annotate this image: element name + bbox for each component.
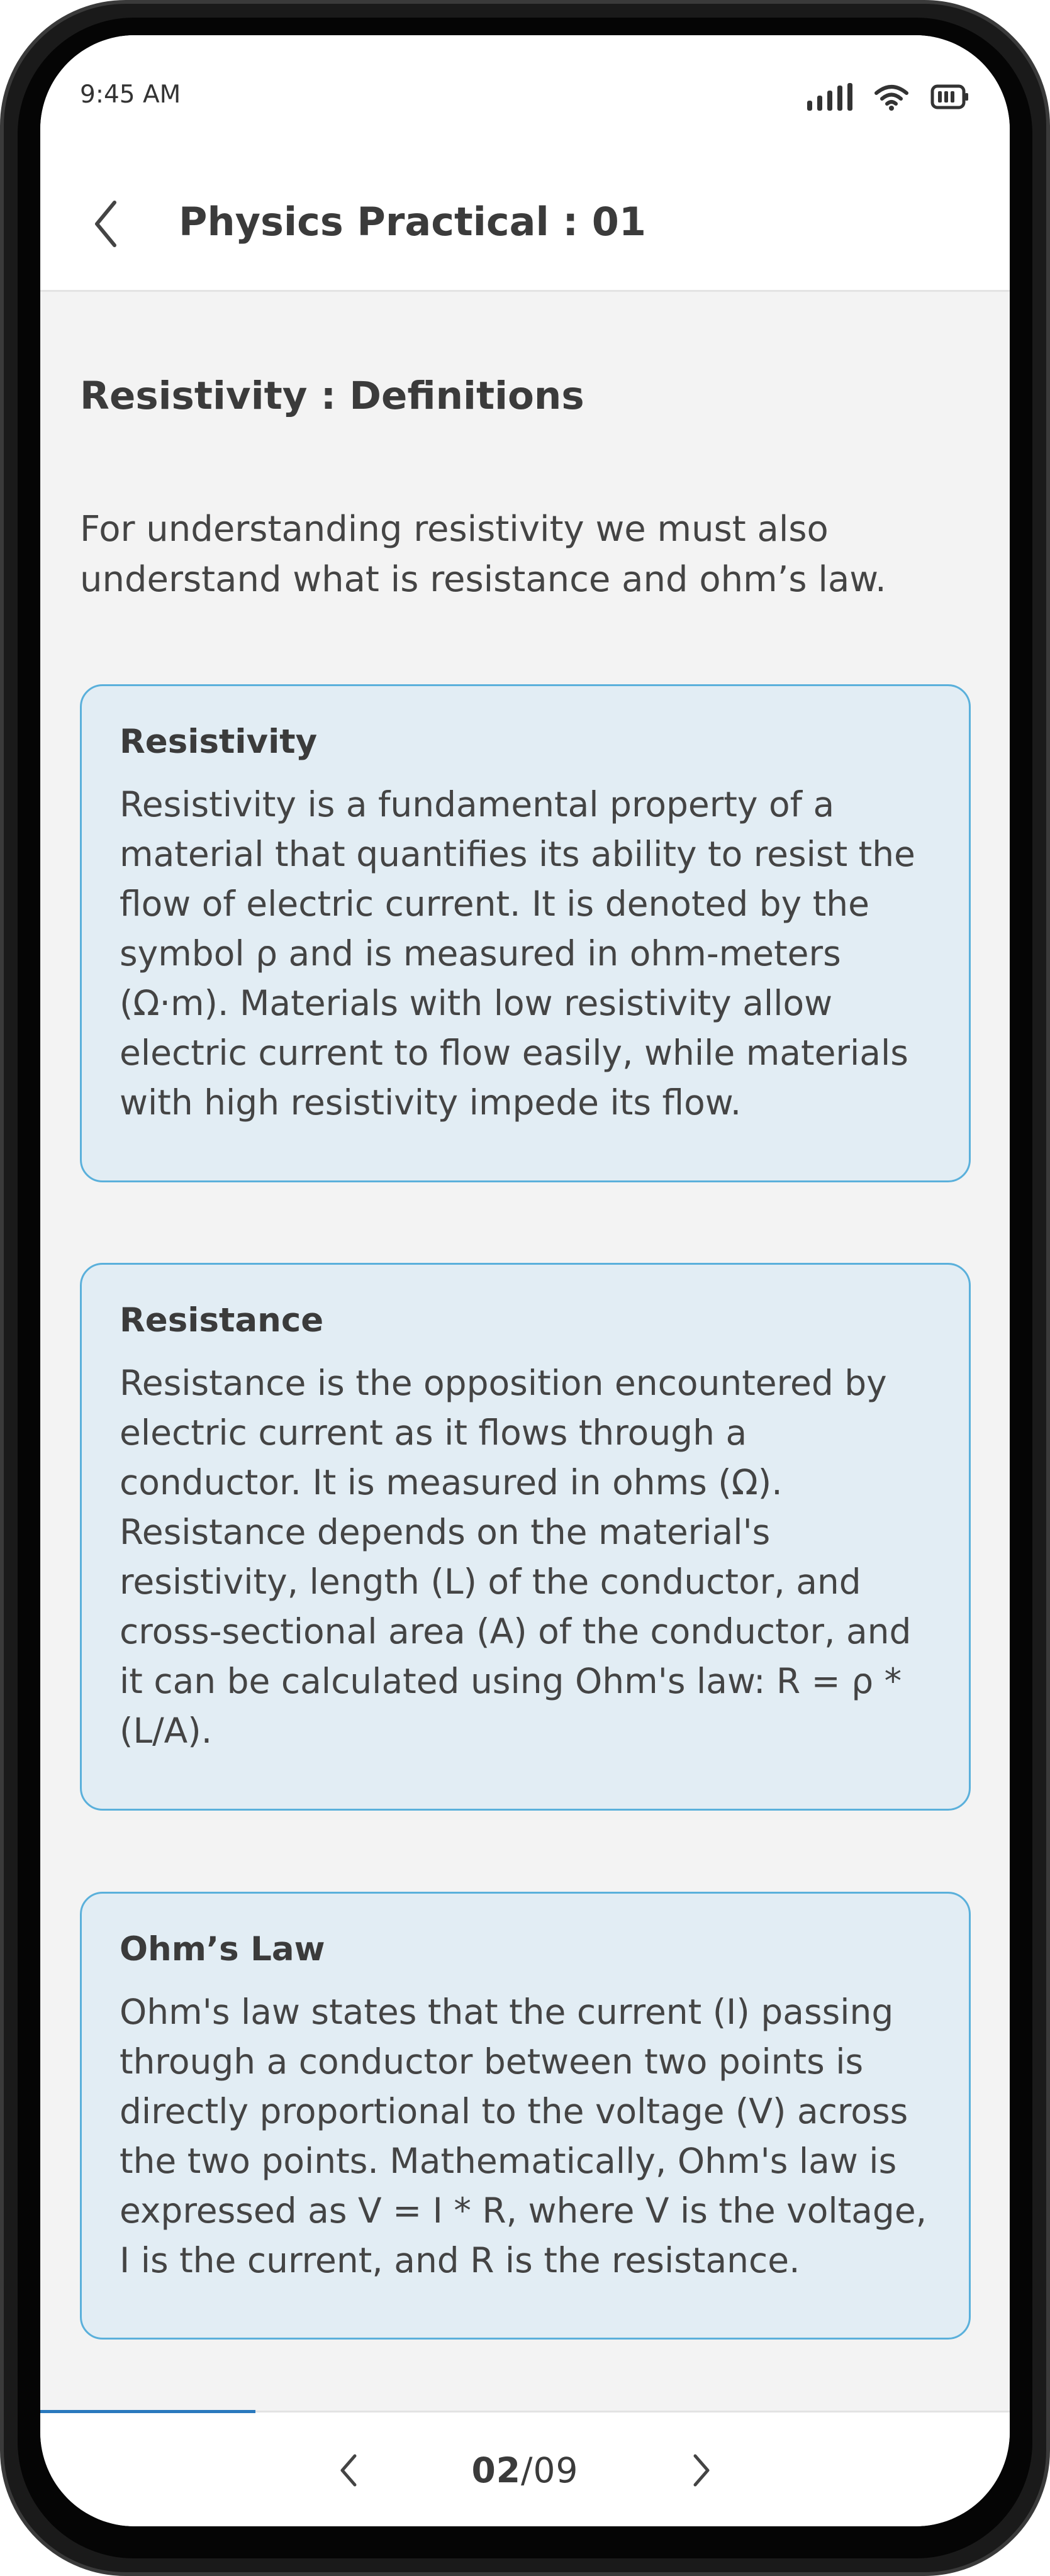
intro-text: For understanding resistivity we must also understand what is resistance and ohm’s law. <box>80 509 886 600</box>
definition-card-ohms-law <box>80 1892 971 2340</box>
card-body: Resistivity is a fundamental property of a material that quantifies its ability to resist the flow of electric current. It is denoted by the symbol ρ and is measured in ohm-meters (Ω·m). Materials with low resistivity allow electric current to flow easily, while materials with high resistivity impede its flow. <box>120 784 915 1123</box>
signal-icon <box>807 83 852 111</box>
back-button[interactable] <box>87 196 125 252</box>
app-header <box>40 148 1010 292</box>
app-screen <box>40 35 1010 2526</box>
wifi-icon <box>874 83 909 111</box>
page-separator: / <box>521 2450 533 2490</box>
card-body: Resistance is the opposition encountered by electric current as it flows through a conductor. It is measured in ohms (Ω). Resistance depends on the material's resistivity, length (L) of the conductor, and cross-sectional area (A) of the conductor, and it can be calculated using Ohm's law: R = ρ * (L/A). <box>120 1363 912 1751</box>
definition-card-resistance <box>80 1263 971 1811</box>
bottom-navigation <box>40 2411 1010 2526</box>
definition-card-resistivity <box>80 684 971 1182</box>
previous-page-button[interactable] <box>320 2436 377 2505</box>
chevron-left-icon <box>339 2453 358 2487</box>
status-icons <box>807 83 969 111</box>
section-title: Resistivity : Definitions <box>80 374 584 418</box>
card-title: Resistance <box>120 1301 324 1340</box>
card-title: Resistivity <box>120 723 318 761</box>
card-title: Ohm’s Law <box>120 1930 325 1968</box>
card-body: Ohm's law states that the current (I) passing through a conductor between two points is directly proportional to the voltage (V) across the two points. Mathematically, Ohm's law is expressed as V = I * R, where V is the voltage, I is the current, and R is the resistance. <box>120 1992 927 2280</box>
total-pages: 09 <box>533 2450 579 2490</box>
next-page-button[interactable] <box>673 2436 730 2505</box>
battery-icon <box>930 83 969 111</box>
chevron-left-icon <box>93 200 118 248</box>
pager <box>40 2412 1010 2526</box>
current-page: 02 <box>471 2450 521 2490</box>
page-indicator <box>471 2450 578 2490</box>
page-title: Physics Practical : 01 <box>179 199 646 245</box>
chevron-right-icon <box>692 2453 711 2487</box>
status-time: 9:45 AM <box>80 80 181 109</box>
